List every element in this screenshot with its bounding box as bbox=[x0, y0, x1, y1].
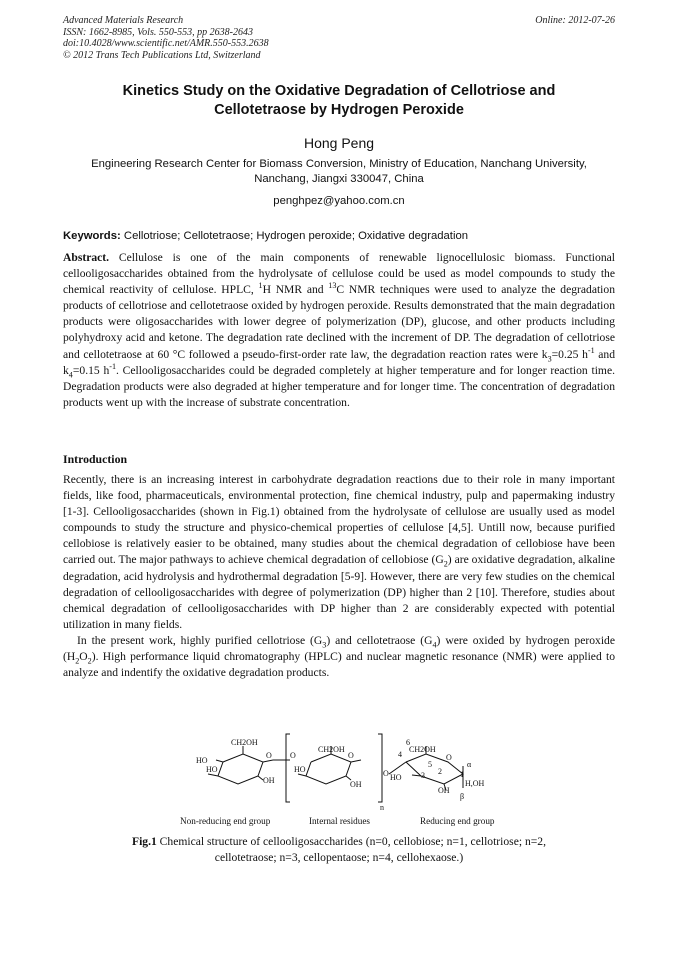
intro-sub: 2 bbox=[443, 559, 448, 569]
abstract-sup: -1 bbox=[587, 345, 595, 355]
keywords bbox=[63, 230, 615, 242]
introduction-body bbox=[63, 472, 615, 681]
abstract-sup: 13 bbox=[328, 281, 337, 291]
oh-label: OH bbox=[263, 776, 275, 785]
author-email[interactable]: penghpez@yahoo.com.cn bbox=[273, 195, 405, 207]
title-line-2: Cellotetraose by Hydrogen Peroxide bbox=[214, 102, 464, 118]
introduction-heading: Introduction bbox=[63, 452, 128, 466]
intro-text: ) are oxidative degradation, alkaline degradation, acid hydrolysis and hydrothermal degradation [5-9]. However, there are very few studies on the chemical degradation of cellooligosaccharides with degree of polymerization (DP) higher than 2 [10]. Therefore, studies about chemical degradation of cellooligosaccharides with DP higher than 2 are considerably expected with potential utilization in many fields. bbox=[63, 553, 615, 631]
journal-copyright: © 2012 Trans Tech Publications Ltd, Switzerland bbox=[63, 49, 261, 61]
repeat-n-label: n bbox=[380, 803, 384, 812]
caption-text: Chemical structure of cellooligosaccharides (n=0, cellobiose; n=1, cellotriose; n=2, bbox=[156, 835, 546, 848]
intro-text: In the present work, highly purified cellotriose (G bbox=[77, 633, 323, 647]
carbon-number-1: 1 bbox=[460, 770, 464, 779]
abstract bbox=[63, 250, 615, 411]
abstract-sub: 3 bbox=[547, 353, 552, 363]
abstract-sup: 1 bbox=[258, 281, 263, 291]
intro-text: ) were oxided by hydrogen peroxide (H bbox=[63, 633, 615, 664]
intro-paragraph-1 bbox=[63, 472, 615, 633]
abstract-sub: 4 bbox=[68, 369, 73, 379]
abstract-text: =0.15 h bbox=[72, 363, 110, 377]
ch2oh-label: CH2OH bbox=[318, 745, 345, 754]
oh-label: OH bbox=[350, 780, 362, 789]
o-label: O bbox=[383, 769, 389, 778]
carbon-number-3: 3 bbox=[421, 771, 425, 780]
journal-name: Advanced Materials Research bbox=[63, 15, 184, 26]
intro-text: Recently, there is an increasing interest in carbohydrate degradation reactions due to their role in many important fields, like food, pharmaceuticals, environmental protection, fine chemical industry, pulp and papermaking industry [1-3]. Cellooligosaccharides (shown in Fig.1) obtained from the hydrolysate of cellulose are usually used as model compounds to study the structure and physico-chemical properties of cellulose [4,5]. Untill now, because purified cellobiose is relatively easier to be obtained, many studies about the chemical degradation of cellobiose have been carried out. The major pathways to achieve chemical degradation of cellobiose (G bbox=[63, 473, 615, 567]
o-label: O bbox=[348, 751, 354, 760]
paper-title bbox=[63, 82, 615, 120]
affiliation-line-1: Engineering Research Center for Biomass Conversion, Ministry of Education, Nanchang University, bbox=[91, 158, 587, 170]
oh-label: OH bbox=[438, 786, 450, 795]
ho-label: HO bbox=[196, 756, 208, 765]
title-line-1: Kinetics Study on the Oxidative Degradation of Cellotriose and bbox=[122, 83, 556, 99]
cellooligosaccharide-structure-diagram bbox=[178, 730, 508, 830]
ho-label: HO bbox=[206, 765, 218, 774]
intro-sub: 2 bbox=[87, 656, 92, 666]
journal-doi[interactable]: doi:10.4028/www.scientific.net/AMR.550-553.2638 bbox=[63, 38, 269, 49]
journal-header bbox=[63, 15, 615, 61]
intro-paragraph-2 bbox=[63, 633, 615, 681]
figure-caption bbox=[63, 834, 615, 866]
alpha-label: α bbox=[467, 760, 472, 769]
intro-sub: 2 bbox=[75, 656, 80, 666]
caption-line-2: cellotetraose; n=3, cellopentaose; n=4, cellohexaose.) bbox=[214, 851, 464, 864]
abstract-text: =0.25 h bbox=[551, 347, 588, 361]
intro-text: ) and cellotetraose (G bbox=[326, 633, 433, 647]
keywords-label: Keywords: bbox=[63, 230, 121, 242]
abstract-text: Cellulose is one of the main components of renewable lignocellulosic biomass. Functional cellooligosaccharides obtained from the hydrolysate of cellulose could be used as model compounds to study the chemical reactivity of cellulose. HPLC, bbox=[63, 251, 615, 297]
ch2oh-label: CH2OH bbox=[231, 738, 258, 747]
abstract-text: C NMR techniques were used to analyze the degradation products of cellotriose and cellotetraose oxided by hydrogen peroxide. Results demonstrated that the main degradation products were oligosaccharides with lower degree of polymerization (DP), glucose, and other products including polyhydroxy acid and ketone. The degradation rate declined with the increment of DP. The degradation of cellotriose and cellotetraose at 60 °C followed a pseudo-first-order rate law, the degradation reaction rates were k bbox=[63, 283, 615, 361]
ho-label: HO bbox=[390, 773, 402, 782]
abstract-text: and k bbox=[63, 347, 615, 377]
carbon-number-4: 4 bbox=[398, 750, 402, 759]
caption-label: Fig.1 bbox=[131, 835, 157, 848]
beta-label: β bbox=[460, 792, 465, 801]
internal-residues-label: Internal residues bbox=[309, 816, 370, 826]
h-oh-label: H,OH bbox=[465, 779, 485, 788]
carbon-number-6: 6 bbox=[406, 738, 410, 747]
intro-text: O bbox=[79, 650, 88, 664]
reducing-end-label: Reducing end group bbox=[420, 816, 495, 826]
author-name: Hong Peng bbox=[303, 135, 375, 151]
intro-text: ). High performance liquid chromatography (HPLC) and nuclear magnetic resonance (NMR) were applied to analyze and indentify the oxidative degradation products. bbox=[63, 650, 615, 680]
caption-line-1 bbox=[63, 834, 615, 850]
o-label: O bbox=[290, 751, 296, 760]
affiliation-line-2: Nanchang, Jiangxi 330047, China bbox=[254, 173, 424, 185]
intro-sub: 4 bbox=[432, 640, 437, 650]
online-date: Online: 2012-07-26 bbox=[535, 15, 615, 26]
non-reducing-end-label: Non-reducing end group bbox=[180, 816, 271, 826]
carbon-number-2: 2 bbox=[438, 767, 442, 776]
abstract-sup: -1 bbox=[109, 361, 117, 371]
keywords-text: Cellotriose; Cellotetraose; Hydrogen peroxide; Oxidative degradation bbox=[120, 230, 469, 242]
intro-sub: 3 bbox=[322, 640, 327, 650]
abstract-text: H NMR and bbox=[262, 283, 329, 297]
ch2oh-label: CH2OH bbox=[409, 745, 436, 754]
ho-label: HO bbox=[294, 765, 306, 774]
o-label: O bbox=[446, 753, 452, 762]
o-label: O bbox=[266, 751, 272, 760]
carbon-number-5: 5 bbox=[428, 760, 432, 769]
affiliation bbox=[63, 157, 615, 187]
abstract-text: . Cellooligosaccharides could be degraded completely at higher temperature and for longer reaction time. Degradation products were also degraded at higher temperature and for longer time. The concentration of degradation products went up with the increase of substrate concentration. bbox=[63, 363, 615, 409]
journal-issn: ISSN: 1662-8985, Vols. 550-553, pp 2638-2643 bbox=[63, 26, 253, 38]
abstract-label: Abstract. bbox=[63, 251, 110, 264]
